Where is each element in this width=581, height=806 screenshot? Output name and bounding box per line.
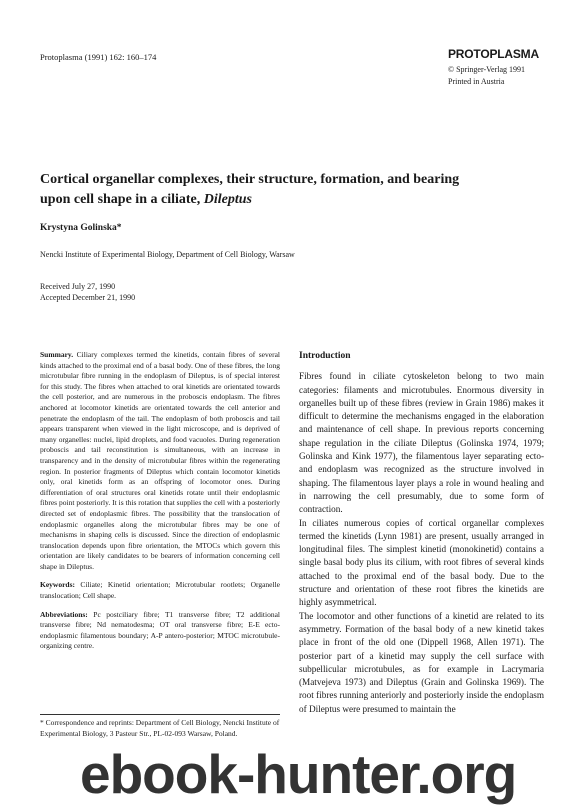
publisher-info bbox=[448, 64, 525, 88]
introduction-paragraph-1: Fibres found in ciliate cytoskeleton belong to two main categories: filaments and microtubules. Enormous diversity in organelles built up of these fibres (review in Grain 1986) makes it difficult to determine the mechanisms engaged in the elaboration and maintenance of cell shape. In previous reports concerning shape regulation in the ciliate Dileptus (Golinska 1974, 1979; Golinska and Kink 1977), the filamentous layer separating ecto- and endoplasm was recognized as the structure involved in shaping. The filamentous layer plays a role in wound healing and in narrowing the cell presumably, due to some form of contraction. bbox=[299, 371, 544, 515]
keywords-label: Keywords: bbox=[40, 580, 75, 590]
printed-in: Printed in Austria bbox=[448, 77, 505, 86]
introduction-paragraph-3: The locomotor and other functions of a kinetid are related to its asymmetry. Formation of the basal body of a new kinetid takes place in front of the old one (Dippell 1968, Allen 1971). The posterior part of a kinetid may supply the cell surface with subpellicular microtubules, as for example in Lacrymaria (Matvejeva 1973) and Dileptus (Grain and Golinska 1969). The root fibres running anteriorly and posteriorly inside the endoplasm of Dileptus were presumed to maintain the bbox=[299, 610, 544, 714]
abbreviations bbox=[40, 610, 280, 652]
right-column bbox=[299, 350, 544, 716]
keywords-text: Ciliate; Kinetid orientation; Microtubular rootlets; Organelle translocation; Cell shape. bbox=[40, 580, 280, 601]
keywords bbox=[40, 580, 280, 601]
journal-brand: PROTOPLASMA bbox=[448, 47, 539, 61]
journal-reference: Protoplasma (1991) 162: 160–174 bbox=[40, 52, 157, 62]
affiliation: Nencki Institute of Experimental Biology, Department of Cell Biology, Warsaw bbox=[40, 250, 295, 259]
copyright: © Springer-Verlag 1991 bbox=[448, 65, 526, 74]
footnote-divider bbox=[40, 714, 280, 715]
summary-text: Ciliary complexes termed the kinetids, contain fibres of several kinds attached to the proximal end of a basal body. One of these fibres, the long microtubular fibre running in the endoplasm of Dileptus, is of special interest for this study. The fibres when attached to oral kinetids are orientated towards the cell posterior, and are numerous in the proboscis endoplasm. The fibres anchored at locomotor kinetids are orientated towards the cell anterior and penetrate the endoplasm of the tail. The endoplasm of both proboscis and tail appears transparent when viewed in the light microscope, and is deprived of many organelles: nuclei, lipid droplets, and food vacuoles. During regeneration proboscis and tail reconstitution is simultaneous, with an increase in transparency and in the density of microtubular fibres within the regenerating region. In posterior fragments of Dileptus which contain locomotor kinetids only, oral kinetids form as an offspring of locomotor ones. During differentiation of oral structures oral kinetids rotate until their endoplasmic fibres point posteriorly. It is this rotation that supplies the cell with a posteriorly directed set of endoplasmic fibres. The possibility that the translocation of endoplasmic organelles along the microtubular fibres may be one of mechanisms in shaping cells is discussed. Since the direction of endoplasmic translocation depends upon fibre orientation, the MTOCs which govern this orientation are likely candidates to be bearers of information concerning cell shape in Dileptus. bbox=[40, 350, 280, 571]
introduction-heading: Introduction bbox=[299, 351, 351, 361]
title-genus: Dileptus bbox=[203, 192, 252, 207]
summary-label: Summary. bbox=[40, 350, 74, 359]
footnote: * Correspondence and reprints: Department of Cell Biology, Nencki Institute of Experimental Biology, 3 Pasteur Str., PL-02-093 Warsaw, Poland. bbox=[40, 718, 280, 738]
introduction-paragraph-2: In ciliates numerous copies of cortical organellar complexes termed the kinetids (Lynn 1981) are present, usually arranged in longitudinal files. The simplest kinetid (monokinetid) contains a single basal body plus its cilium, with root fibres of several kinds attached to the proximal end of the basal body. Due to the structure and orientation of these root fibres the kinetids are highly asymmetrical. bbox=[299, 517, 544, 608]
article-title bbox=[40, 170, 470, 210]
received-date: Received July 27, 1990 bbox=[40, 282, 116, 291]
abbreviations-text: Pc postciliary fibre; T1 transverse fibre; T2 additional transverse fibre; Nd nematodesma; OT oral transverse fibre; E-E ecto-endoplasmic filamentous boundary; A-P antero-posterior; MTOC microtubule-organizing centre. bbox=[40, 609, 280, 651]
author: Krystyna Golinska* bbox=[40, 223, 122, 233]
dates bbox=[40, 281, 135, 303]
abbreviations-label: Abbreviations: bbox=[40, 609, 88, 619]
left-column bbox=[40, 350, 280, 660]
accepted-date: Accepted December 21, 1990 bbox=[40, 293, 136, 302]
watermark: ebook-hunter.org bbox=[80, 743, 517, 805]
summary bbox=[40, 350, 280, 572]
title-main: Cortical organellar complexes, their structure, formation, and bearing upon cell shape in a ciliate, bbox=[40, 172, 460, 207]
